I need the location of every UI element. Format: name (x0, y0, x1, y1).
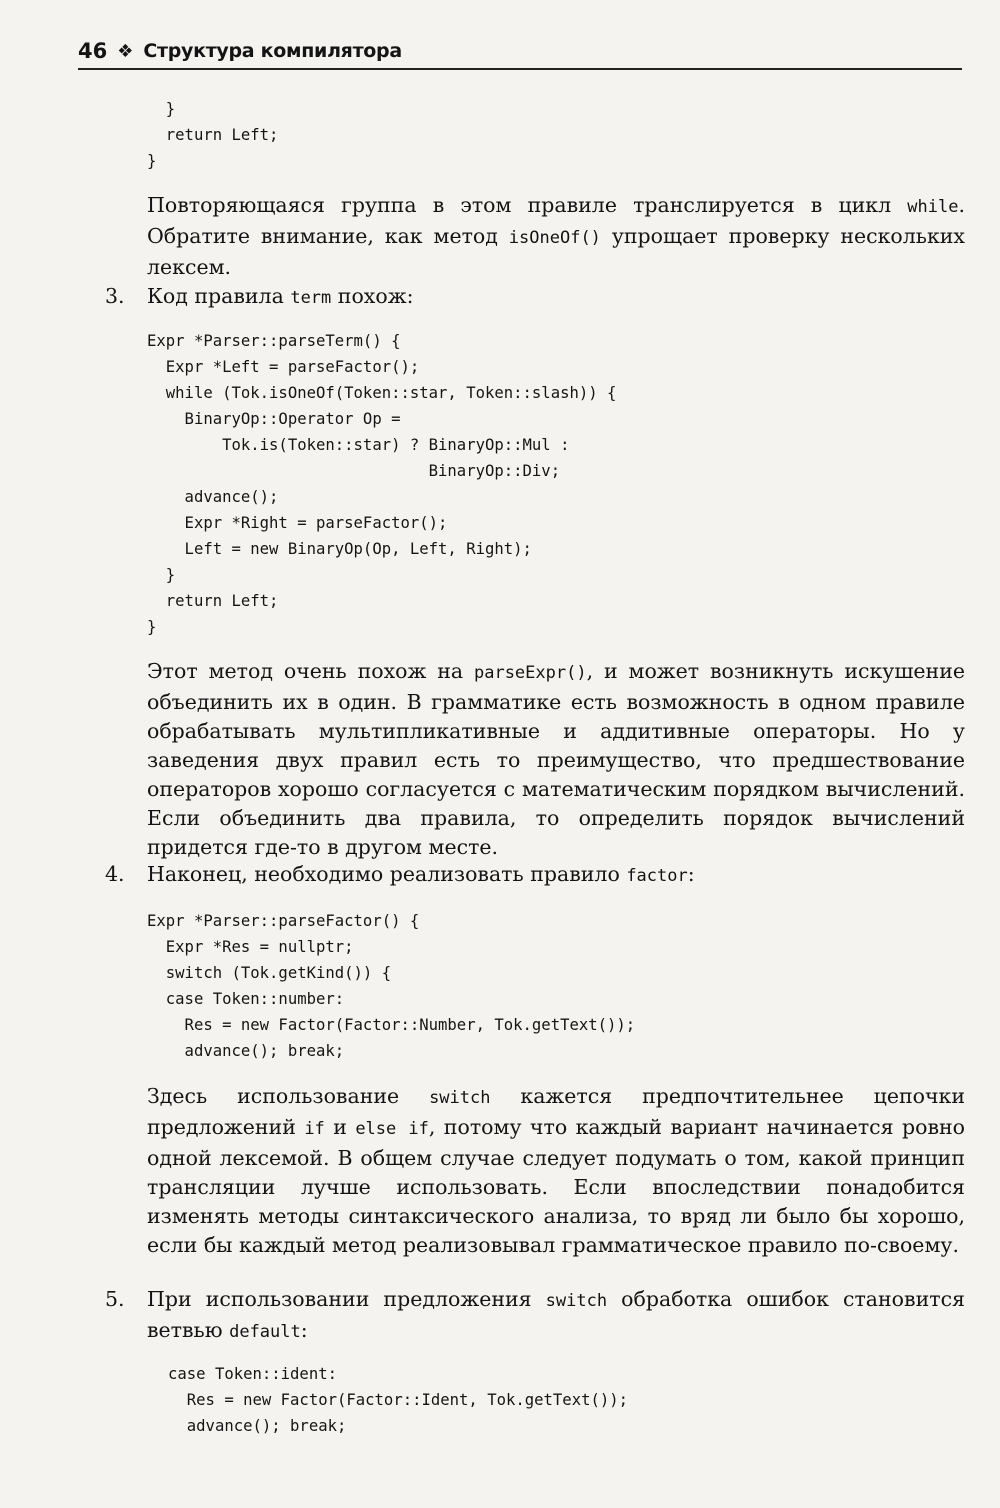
list-text: Код правила term похож: (147, 284, 414, 308)
ornament-icon: ❖ (117, 40, 134, 62)
paragraph-parseexpr: Этот метод очень похож на parseExpr(), и может возникнуть искушение объединить их в один. В грамматике есть возможность в одном правиле обрабатывать мультипликативные и аддитивные операторы. Но у заведения двух правил есть то преимущество, что предшествование операторов хорошо согласуется с математическим порядком вычислений. Если объединить два правила, то определить порядок вычислений придется где-то в другом месте. (147, 659, 965, 859)
list-number: 5. (105, 1287, 125, 1311)
list-text: Наконец, необходимо реализовать правило factor: (147, 862, 695, 886)
list-number: 4. (105, 862, 125, 886)
paragraph-switch: Здесь использование switch кажется предпочтительнее цепочки предложений if и else if, потому что каждый вариант начинается ровно одной лексемой. В общем случае следует подумать о том, какой принцип трансляции лучше использовать. Если впоследствии понадобится изменять методы синтаксического анализа, то вряд ли было бы хорошо, если бы каждый метод реализовывал грамматическое правило по-своему. (147, 1084, 966, 1257)
list-item-4 (105, 860, 965, 891)
list-item-5 (105, 1285, 965, 1347)
code-block-top: } return Left; } (147, 100, 279, 170)
code-block-parseterm: Expr *Parser::parseTerm() { Expr *Left = parseFactor(); while (Tok.isOneOf(Token::star, Token::slash)) { BinaryOp::Operator Op = Tok.is(Token::star) ? BinaryOp::Mul : BinaryOp::Div; advance(); Expr *Right = parseFactor(); Left = new BinaryOp(Op, Left, Right); } return Left; } (147, 332, 617, 636)
chapter-title: Структура компилятора (143, 40, 402, 62)
list-item-3 (105, 282, 965, 313)
paragraph-while-loop: Повторяющаяся группа в этом правиле транслируется в цикл while. Обратите внимание, как метод isOneOf() упрощает проверку нескольких лексем. (147, 193, 965, 279)
running-header (78, 34, 962, 70)
list-number: 3. (105, 284, 125, 308)
page-number: 46 (78, 39, 108, 63)
code-block-parsefactor: Expr *Parser::parseFactor() { Expr *Res = nullptr; switch (Tok.getKind()) { case Token::number: Res = new Factor(Factor::Number, Tok.getText()); advance(); break; (147, 912, 636, 1060)
list-text: При использовании предложения switch обработка ошибок становится ветвью default: (147, 1287, 965, 1342)
code-block-ident: case Token::ident: Res = new Factor(Factor::Ident, Tok.getText()); advance(); break; (168, 1365, 629, 1435)
